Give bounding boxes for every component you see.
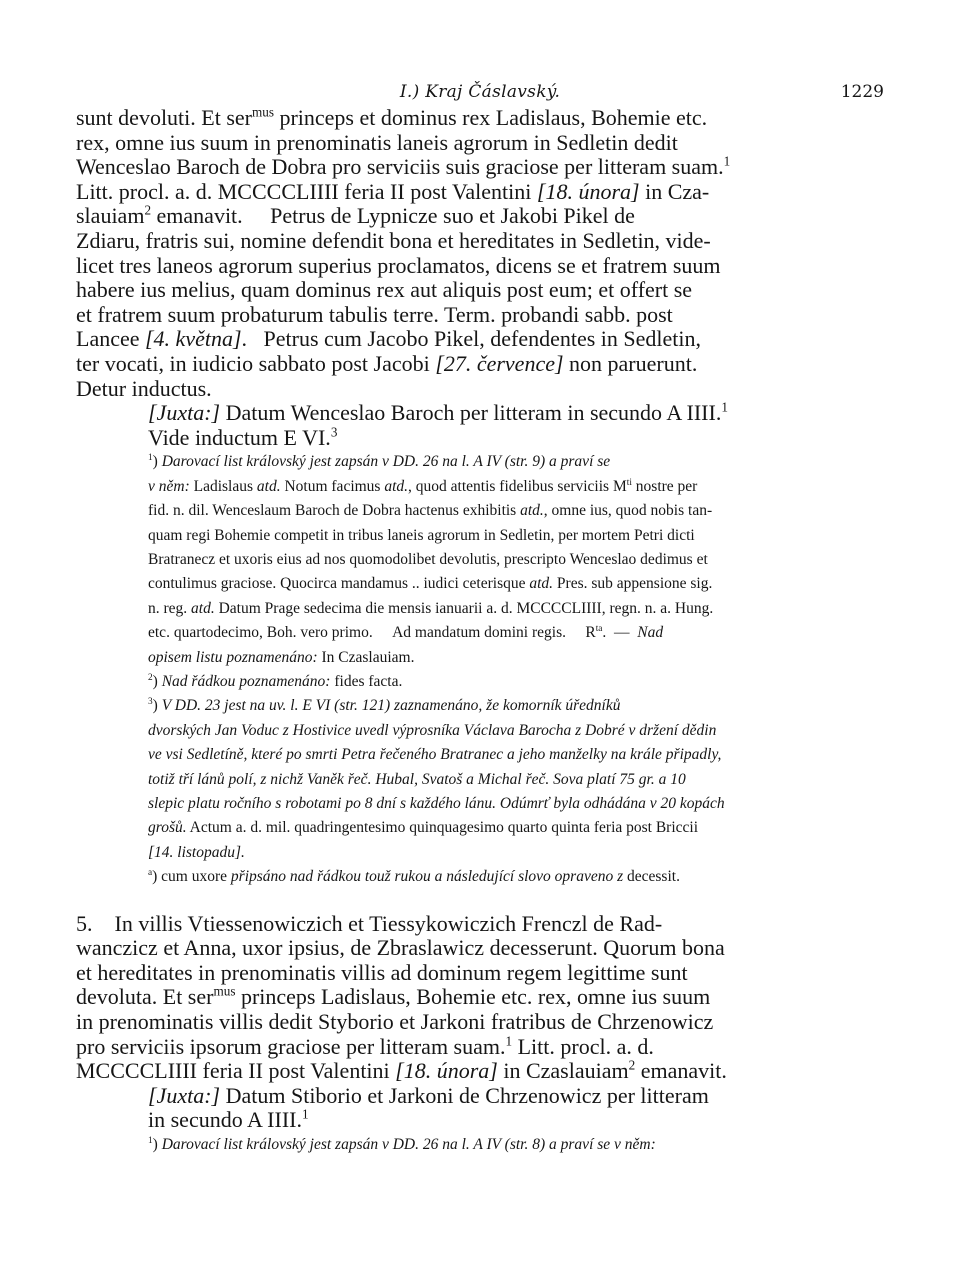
text-line: $^1$) Darovací list královský jest zapsán v DD. 26 na l. A IV (str. 9) a praví se	[148, 453, 611, 471]
footnote-3	[76, 694, 884, 865]
text-line: contulimus graciose. Quocirca mandamus .. iudici ceterisque atd. Pres. sub appensione sig.	[148, 575, 713, 593]
text-line: $^1$) Darovací list královský jest zapsán v DD. 26 na l. A IV (str. 8) a praví se v něm:	[148, 1135, 656, 1153]
text-line: $^a$) cum uxore připsáno nad řádkou touž rukou a následující slovo opraveno z decessit.	[148, 868, 680, 886]
text-line: in prenominatis villis dedit Styborio et Jarkoni fratribus de Chrzenowicz	[76, 1009, 714, 1034]
text-line: grošů. Actum a. d. mil. quadringentesimo quinquagesimo quarto quinta feria post Briccii	[148, 819, 699, 837]
text-line: Zdiaru, fratris sui, nomine defendit bona et hereditates in Sedletin, vide-	[76, 227, 711, 253]
text-line: wanczicz et Anna, uxor ipsius, de Zbraslawicz decesserunt. Quorum bona	[76, 935, 725, 961]
text-line: totiž tří lánů polí, z nichž Vaněk řeč. Hubal, Svatoš a Michal řeč. Sova platí 75 gr. a 10	[148, 770, 686, 788]
text-line: etc. quartodecimo, Boh. vero primo. Ad mandatum domini regis. $R^{ta}$. — Nad	[148, 624, 664, 642]
page-header	[76, 70, 884, 106]
text-line: 5. In villis Vtiessenowiczich et Tiessykowiczich Frenczl de Rad-	[76, 910, 663, 936]
text-line: et fratrem suum probaturum tabulis terre. Term. probandi sabb. post	[76, 301, 673, 327]
text-line: [Juxta:] Datum Stiborio et Jarkoni de Chrzenowicz per litteram	[148, 1082, 709, 1108]
paragraph-entry-5	[76, 912, 884, 1084]
footnote-2	[76, 670, 884, 694]
text-line: habere ius melius, quam dominus rex aut aliquis post eum; et offert se	[76, 277, 693, 303]
text-line: pro serviciis ipsorum graciose per litteram suam.$^1$ Litt. procl. a. d.	[76, 1033, 654, 1059]
page-number: 1229	[840, 82, 884, 102]
text-line: licet tres laneos agrorum superius proclamatos, dicens se et fratrem suum	[76, 252, 721, 278]
text-line: Detur inductus.	[76, 375, 212, 401]
text-line: MCCCCLIIII feria II post Valentini [18. února] in Czaslauiam$^2$ emanavit.	[76, 1057, 727, 1084]
text-line: Lancee [4. května]. Petrus cum Jacobo Pikel, defendentes in Sedletin,	[76, 326, 701, 352]
text-line: opisem listu poznamenáno: In Czaslauiam.	[148, 648, 415, 666]
text-line: Vide inductum E VI.$^3$	[148, 424, 338, 450]
text-line: ter vocati, in iudicio sabbato post Jacobi [27. července] non paruerunt.	[76, 350, 698, 376]
text-line: devoluta. Et ser$^{mus}$ princeps Ladislaus, Bohemie etc. rex, omne ius suum	[76, 984, 711, 1010]
text-line: [14. listopadu].	[148, 843, 245, 861]
text-line: n. reg. atd. Datum Prage sedecima die mensis ianuarii a. d. MCCCCLIIII, regn. n. a. Hung.	[148, 599, 714, 617]
text-line: $^3$) V DD. 23 jest na uv. l. E VI (str. 121) zaznamenáno, že komorník úředníků	[148, 697, 621, 715]
text-line: $^2$) Nad řádkou poznamenáno: fides facta.	[148, 672, 403, 690]
text-line: rex, omne ius suum in prenominatis laneis agrorum in Sedletin dedit	[76, 129, 678, 155]
footnote-1	[76, 450, 884, 670]
text-line: v něm: Ladislaus atd. Notum facimus atd., quod attentis fidelibus serviciis $M^{ti}$ nostre per	[148, 477, 698, 495]
text-line: [Juxta:] Datum Wenceslao Baroch per litteram in secundo A IIII.$^1$	[148, 399, 728, 426]
text-line: ve vsi Sedletíně, které po smrti Petra řečeného Bratranec a jeho manželky na krále připadly,	[148, 746, 722, 764]
footnote-entry-5	[76, 1133, 884, 1157]
text-line: et hereditates in prenominatis villis ad dominum regem legittime sunt	[76, 959, 688, 985]
text-line: Wenceslao Baroch de Dobra pro serviciis suis graciose per litteram suam.$^1$	[76, 153, 731, 180]
paragraph-entry-4	[76, 106, 884, 401]
text-line: in secundo A IIII.$^1$	[148, 1107, 309, 1133]
text-line: Litt. procl. a. d. MCCCCLIIII feria II post Valentini [18. února] in Cza-	[76, 178, 710, 204]
footnote-a	[76, 865, 884, 889]
text-line: dvorských Jan Voduc z Hostivice uvedl výprosníka Václava Barocha z Dobré v držení dědin	[148, 721, 717, 739]
juxta-note-entry-5	[76, 1084, 884, 1133]
text-line: slauiam$^2$ emanavit. Petrus de Lypnicze suo et Jakobi Pikel de	[76, 203, 635, 229]
running-title: I.) Kraj Čáslavský.	[399, 82, 561, 102]
text-line: sunt devoluti. Et ser$^{mus}$ princeps et dominus rex Ladislaus, Bohemie etc.	[76, 104, 708, 130]
text-line: Bratranecz et uxoris eius ad nos quomodolibet devolutis, prescripto Wenceslao dedimus et	[148, 550, 708, 568]
juxta-note-entry-4	[76, 401, 884, 450]
text-line: slepic platu ročního s robotami po 8 dní s každého lánu. Odúmrť byla odhádána v 20 kopách	[148, 795, 725, 812]
text-line: quam regi Bohemie competit in tribus laneis agrorum in Sedletin, per mortem Petri dicti	[148, 526, 695, 544]
text-line: fid. n. dil. Wenceslaum Baroch de Dobra hactenus exhibitis atd., omne ius, quod nobis tan-	[148, 502, 713, 520]
